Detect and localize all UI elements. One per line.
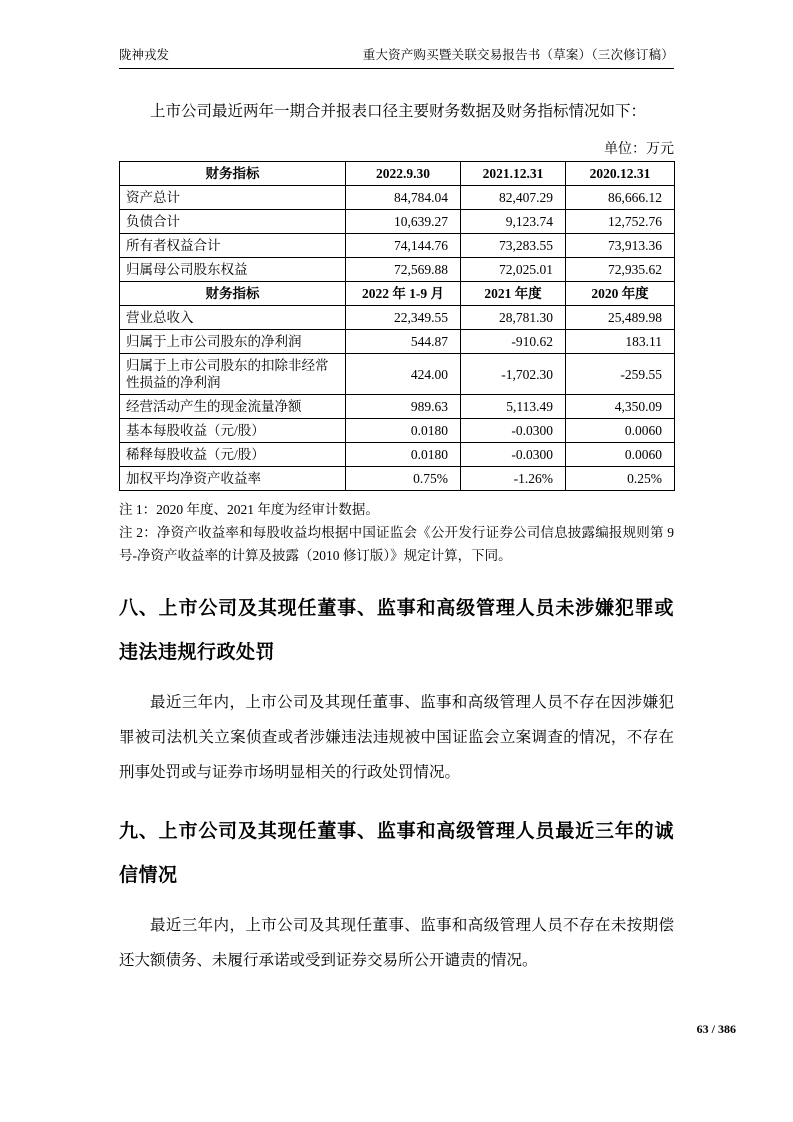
row-value: 0.25%: [566, 467, 675, 491]
row-value: 73,283.55: [461, 234, 566, 258]
row-label: 基本每股收益（元/股）: [120, 419, 346, 443]
table-row: [120, 467, 675, 491]
table-row: [120, 330, 675, 354]
row-label: 负债合计: [120, 210, 346, 234]
section-9-body: 最近三年内，上市公司及其现任董事、监事和高级管理人员不存在未按期偿还大额债务、未履行承诺或受到证券交易所公开谴责的情况。: [119, 917, 674, 969]
row-label: 稀释每股收益（元/股）: [120, 443, 346, 467]
row-value: 28,781.30: [461, 306, 566, 330]
row-value: 86,666.12: [566, 186, 675, 210]
row-value: 82,407.29: [461, 186, 566, 210]
table-header-row: [120, 162, 675, 186]
table-header-row: [120, 282, 675, 306]
row-label: 归属母公司股东权益: [120, 258, 346, 282]
table-row: [120, 395, 675, 419]
row-value: -0.0300: [461, 419, 566, 443]
row-value: 0.0180: [346, 443, 461, 467]
row-value: 84,784.04: [346, 186, 461, 210]
row-value: 2020.12.31: [566, 162, 675, 186]
table-row: [120, 234, 675, 258]
header-document-title: 重大资产购买暨关联交易报告书（草案）（三次修订稿）: [362, 48, 674, 62]
row-label: 营业总收入: [120, 306, 346, 330]
row-value: 72,935.62: [566, 258, 675, 282]
row-value: -1.26%: [461, 467, 566, 491]
row-value: -259.55: [566, 354, 675, 395]
row-value: 0.0060: [566, 419, 675, 443]
row-value: 72,025.01: [461, 258, 566, 282]
note-2: 注 2：净资产收益率和每股收益均根据中国证监会《公开发行证券公司信息披露编报规则第 9 号-净资产收益率的计算及披露（2010 修订版）》规定计算，下同。: [119, 525, 674, 563]
row-label: 财务指标: [120, 162, 346, 186]
table-row: [120, 210, 675, 234]
table-row: [120, 419, 675, 443]
row-value: 0.0180: [346, 419, 461, 443]
row-value: 10,639.27: [346, 210, 461, 234]
row-label: 资产总计: [120, 186, 346, 210]
document-page: [119, 0, 674, 978]
note-1: 注 1：2020 年度、2021 年度为经审计数据。: [119, 502, 379, 517]
unit-label: 单位：万元: [604, 142, 674, 157]
table-row: [120, 306, 675, 330]
table-row: [120, 258, 675, 282]
row-label: 归属于上市公司股东的扣除非经常性损益的净利润: [120, 354, 346, 395]
row-value: 73,913.36: [566, 234, 675, 258]
row-value: 544.87: [346, 330, 461, 354]
row-value: 183.11: [566, 330, 675, 354]
header-company-name: 陇神戎发: [119, 48, 170, 62]
row-value: 989.63: [346, 395, 461, 419]
financial-table: [119, 161, 675, 491]
row-value: 22,349.55: [346, 306, 461, 330]
row-value: -0.0300: [461, 443, 566, 467]
row-value: 9,123.74: [461, 210, 566, 234]
page-header: [119, 45, 674, 69]
intro-paragraph: 上市公司最近两年一期合并报表口径主要财务数据及财务指标情况如下：: [150, 103, 647, 120]
row-value: -910.62: [461, 330, 566, 354]
row-value: 72,569.88: [346, 258, 461, 282]
row-label: 加权平均净资产收益率: [120, 467, 346, 491]
row-value: 424.00: [346, 354, 461, 395]
table-notes: [119, 498, 674, 567]
row-value: 4,350.09: [566, 395, 675, 419]
section-8-body: 最近三年内，上市公司及其现任董事、监事和高级管理人员不存在因涉嫌犯罪被司法机关立案侦查或者涉嫌违法违规被中国证监会立案调查的情况，不存在刑事处罚或与证券市场明显相关的行政处罚情况。: [119, 694, 674, 781]
section-9-heading: 九、上市公司及其现任董事、监事和高级管理人员最近三年的诚信情况: [119, 821, 674, 886]
row-value: 2022 年 1-9 月: [346, 282, 461, 306]
row-value: -1,702.30: [461, 354, 566, 395]
row-label: 经营活动产生的现金流量净额: [120, 395, 346, 419]
row-value: 2022.9.30: [346, 162, 461, 186]
row-label: 财务指标: [120, 282, 346, 306]
row-label: 所有者权益合计: [120, 234, 346, 258]
section-8-heading: 八、上市公司及其现任董事、监事和高级管理人员未涉嫌犯罪或违法违规行政处罚: [119, 598, 674, 663]
row-value: 0.75%: [346, 467, 461, 491]
row-label: 归属于上市公司股东的净利润: [120, 330, 346, 354]
row-value: 12,752.76: [566, 210, 675, 234]
row-value: 2020 年度: [566, 282, 675, 306]
page-number: 63 / 386: [696, 1022, 736, 1036]
row-value: 2021 年度: [461, 282, 566, 306]
table-row: [120, 186, 675, 210]
row-value: 5,113.49: [461, 395, 566, 419]
table-row: [120, 354, 675, 395]
row-value: 25,489.98: [566, 306, 675, 330]
table-row: [120, 443, 675, 467]
row-value: 0.0060: [566, 443, 675, 467]
row-value: 74,144.76: [346, 234, 461, 258]
row-value: 2021.12.31: [461, 162, 566, 186]
